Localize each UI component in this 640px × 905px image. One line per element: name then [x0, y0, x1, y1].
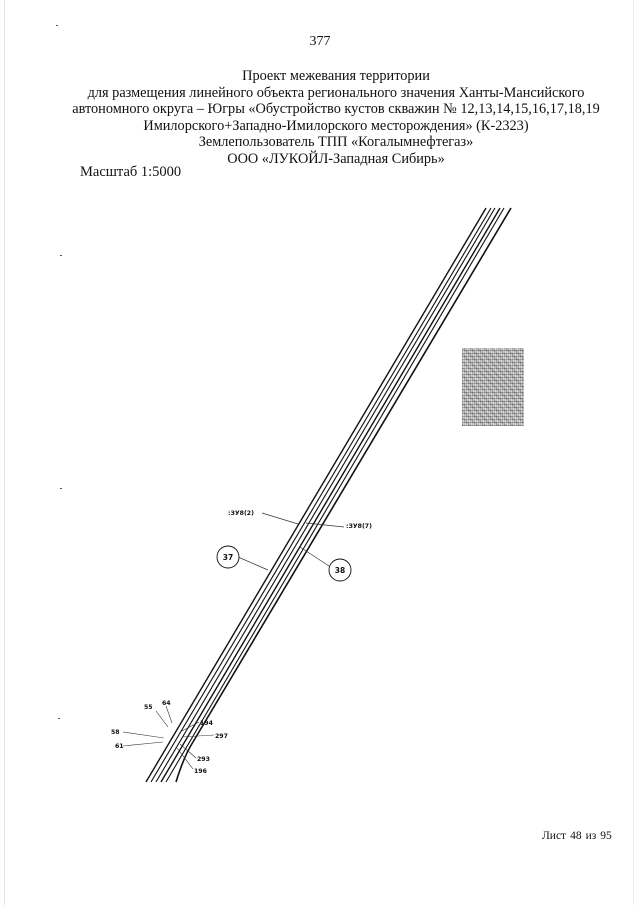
leader-line	[166, 706, 172, 723]
leader-line	[238, 557, 268, 570]
point-label: 194	[200, 720, 213, 727]
title-line: ООО «ЛУКОЙЛ-Западная Сибирь»	[227, 150, 445, 167]
sheet-label: Лист	[542, 830, 567, 842]
point-label: 297	[215, 733, 228, 740]
point-label: 64	[162, 700, 171, 707]
point-label: 61	[115, 743, 124, 750]
node-37	[217, 546, 239, 568]
leader-line	[156, 711, 168, 727]
page-number: 377	[309, 34, 331, 49]
corridor-inner-line	[151, 208, 491, 782]
corridor-inner-line	[161, 208, 500, 782]
corridor-inner-line	[156, 208, 495, 782]
title-line: Землепользователь ТПП «Когалымнефтегаз»	[198, 134, 474, 151]
leader-line	[123, 742, 163, 746]
sheet-of-label: из	[585, 830, 597, 842]
title-line: для размещения линейного объекта регионального значения Ханты-Мансийского	[87, 84, 585, 101]
corridor-boundary-right	[193, 208, 511, 742]
point-label: 55	[144, 704, 153, 711]
node-label: 38	[334, 566, 346, 575]
point-label: 293	[197, 756, 210, 763]
leader-line	[123, 732, 164, 738]
leader-line	[180, 744, 196, 758]
leader-line	[262, 513, 298, 524]
sheet-total: 95	[600, 830, 612, 842]
title-line: автономного округа – Югры «Обустройство кустов скважин № 12,13,14,15,16,17,18,19	[72, 101, 600, 118]
corridor-inner-line	[166, 208, 504, 782]
point-label: 58	[111, 729, 120, 736]
title-line: Проект межевания территории	[242, 68, 430, 84]
parcel-label-right: :ЗУ8(7)	[346, 523, 372, 530]
leader-line	[182, 735, 214, 737]
point-label: 196	[194, 768, 207, 775]
sheet-number: 48	[570, 830, 582, 842]
node-label: 37	[222, 553, 234, 562]
parcel-label-left: :ЗУ8(2)	[228, 510, 254, 517]
corridor-lines	[146, 208, 511, 782]
title-line: Имилорского+Западно-Имилорского месторождения» (К-2323)	[143, 117, 529, 134]
node-38	[329, 559, 351, 581]
leader-line	[300, 547, 332, 568]
corridor-boundary-left	[146, 208, 486, 782]
map-scale: Масштаб 1:5000	[80, 164, 182, 180]
sheet-counter	[542, 830, 616, 842]
